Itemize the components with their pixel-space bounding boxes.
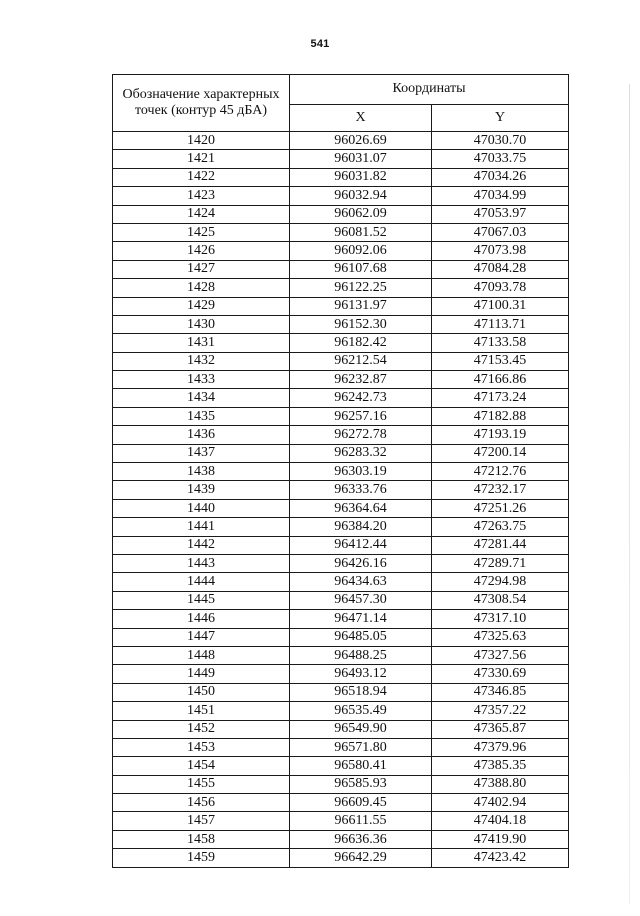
x-coordinate-cell: 96032.94 <box>290 187 432 205</box>
y-coordinate-cell: 47053.97 <box>432 205 569 223</box>
table-row <box>113 849 569 867</box>
table-row <box>113 720 569 738</box>
table-row <box>113 499 569 517</box>
point-id-cell: 1429 <box>113 297 290 315</box>
point-id-cell: 1435 <box>113 407 290 425</box>
y-coordinate-cell: 47166.86 <box>432 371 569 389</box>
table-row <box>113 389 569 407</box>
y-coordinate-cell: 47232.17 <box>432 481 569 499</box>
y-coordinate-cell: 47084.28 <box>432 260 569 278</box>
point-id-cell: 1457 <box>113 812 290 830</box>
y-coordinate-cell: 47093.78 <box>432 279 569 297</box>
x-coordinate-cell: 96283.32 <box>290 444 432 462</box>
y-coordinate-cell: 47073.98 <box>432 242 569 260</box>
table-row <box>113 279 569 297</box>
x-coordinate-cell: 96609.45 <box>290 794 432 812</box>
y-coordinate-cell: 47212.76 <box>432 463 569 481</box>
point-id-cell: 1458 <box>113 830 290 848</box>
point-id-cell: 1450 <box>113 683 290 701</box>
point-id-cell: 1422 <box>113 168 290 186</box>
table-row <box>113 757 569 775</box>
x-coordinate-cell: 96242.73 <box>290 389 432 407</box>
table-row <box>113 794 569 812</box>
point-id-cell: 1453 <box>113 738 290 756</box>
table-row <box>113 628 569 646</box>
table-row <box>113 830 569 848</box>
table-row <box>113 150 569 168</box>
page-number: 541 <box>310 38 330 50</box>
x-coordinate-cell: 96642.29 <box>290 849 432 867</box>
table-header <box>113 75 569 132</box>
point-id-cell: 1420 <box>113 132 290 150</box>
table-row <box>113 591 569 609</box>
y-coordinate-cell: 47133.58 <box>432 334 569 352</box>
table-body <box>113 132 569 868</box>
x-coordinate-cell: 96493.12 <box>290 665 432 683</box>
x-coordinate-cell: 96272.78 <box>290 426 432 444</box>
y-coordinate-cell: 47388.80 <box>432 775 569 793</box>
x-coordinate-cell: 96471.14 <box>290 610 432 628</box>
point-id-cell: 1433 <box>113 371 290 389</box>
coordinates-header: Координаты <box>290 75 569 105</box>
x-coordinate-cell: 96636.36 <box>290 830 432 848</box>
y-coordinate-cell: 47034.26 <box>432 168 569 186</box>
x-coordinate-cell: 96333.76 <box>290 481 432 499</box>
x-coordinate-cell: 96152.30 <box>290 315 432 333</box>
point-id-cell: 1434 <box>113 389 290 407</box>
point-id-cell: 1436 <box>113 426 290 444</box>
table-row <box>113 297 569 315</box>
table-row <box>113 444 569 462</box>
y-coordinate-cell: 47067.03 <box>432 223 569 241</box>
point-id-cell: 1442 <box>113 536 290 554</box>
y-coordinate-cell: 47379.96 <box>432 738 569 756</box>
x-coordinate-cell: 96232.87 <box>290 371 432 389</box>
y-coordinate-cell: 47289.71 <box>432 554 569 572</box>
point-id-cell: 1459 <box>113 849 290 867</box>
x-coordinate-cell: 96585.93 <box>290 775 432 793</box>
x-coordinate-cell: 96031.82 <box>290 168 432 186</box>
table-row <box>113 702 569 720</box>
x-coordinate-cell: 96457.30 <box>290 591 432 609</box>
point-id-cell: 1431 <box>113 334 290 352</box>
x-coordinate-cell: 96257.16 <box>290 407 432 425</box>
point-id-cell: 1454 <box>113 757 290 775</box>
table-row <box>113 481 569 499</box>
point-id-cell: 1424 <box>113 205 290 223</box>
point-id-cell: 1426 <box>113 242 290 260</box>
x-coordinate-cell: 96182.42 <box>290 334 432 352</box>
table-row <box>113 665 569 683</box>
point-id-cell: 1456 <box>113 794 290 812</box>
y-coordinate-cell: 47281.44 <box>432 536 569 554</box>
x-column-header: X <box>290 104 432 131</box>
x-coordinate-cell: 96303.19 <box>290 463 432 481</box>
table-row <box>113 242 569 260</box>
table-row <box>113 463 569 481</box>
x-coordinate-cell: 96549.90 <box>290 720 432 738</box>
point-id-cell: 1455 <box>113 775 290 793</box>
x-coordinate-cell: 96580.41 <box>290 757 432 775</box>
y-coordinate-cell: 47423.42 <box>432 849 569 867</box>
table-row <box>113 168 569 186</box>
point-id-cell: 1441 <box>113 518 290 536</box>
y-coordinate-cell: 47251.26 <box>432 499 569 517</box>
table-row <box>113 334 569 352</box>
point-id-cell: 1443 <box>113 554 290 572</box>
point-id-cell: 1448 <box>113 646 290 664</box>
x-coordinate-cell: 96092.06 <box>290 242 432 260</box>
y-coordinate-cell: 47294.98 <box>432 573 569 591</box>
table-row <box>113 646 569 664</box>
y-coordinate-cell: 47330.69 <box>432 665 569 683</box>
x-coordinate-cell: 96488.25 <box>290 646 432 664</box>
x-coordinate-cell: 96426.16 <box>290 554 432 572</box>
point-id-cell: 1423 <box>113 187 290 205</box>
table-row <box>113 775 569 793</box>
y-coordinate-cell: 47402.94 <box>432 794 569 812</box>
table-row <box>113 518 569 536</box>
y-coordinate-cell: 47404.18 <box>432 812 569 830</box>
y-coordinate-cell: 47385.35 <box>432 757 569 775</box>
point-id-cell: 1428 <box>113 279 290 297</box>
table-row <box>113 426 569 444</box>
table-row <box>113 371 569 389</box>
point-id-cell: 1451 <box>113 702 290 720</box>
point-id-cell: 1452 <box>113 720 290 738</box>
table-row <box>113 260 569 278</box>
point-id-cell: 1432 <box>113 352 290 370</box>
x-coordinate-cell: 96212.54 <box>290 352 432 370</box>
y-coordinate-cell: 47200.14 <box>432 444 569 462</box>
y-coordinate-cell: 47100.31 <box>432 297 569 315</box>
x-coordinate-cell: 96364.64 <box>290 499 432 517</box>
table-row <box>113 536 569 554</box>
table-row <box>113 132 569 150</box>
point-id-cell: 1421 <box>113 150 290 168</box>
table-row <box>113 812 569 830</box>
y-coordinate-cell: 47357.22 <box>432 702 569 720</box>
point-id-cell: 1425 <box>113 223 290 241</box>
y-coordinate-cell: 47419.90 <box>432 830 569 848</box>
table-row <box>113 223 569 241</box>
coordinates-table <box>112 74 569 868</box>
point-id-cell: 1447 <box>113 628 290 646</box>
x-coordinate-cell: 96571.80 <box>290 738 432 756</box>
x-coordinate-cell: 96107.68 <box>290 260 432 278</box>
x-coordinate-cell: 96131.97 <box>290 297 432 315</box>
x-coordinate-cell: 96485.05 <box>290 628 432 646</box>
x-coordinate-cell: 96122.25 <box>290 279 432 297</box>
x-coordinate-cell: 96412.44 <box>290 536 432 554</box>
x-coordinate-cell: 96081.52 <box>290 223 432 241</box>
y-coordinate-cell: 47365.87 <box>432 720 569 738</box>
y-coordinate-cell: 47308.54 <box>432 591 569 609</box>
x-coordinate-cell: 96384.20 <box>290 518 432 536</box>
y-coordinate-cell: 47193.19 <box>432 426 569 444</box>
table-row <box>113 610 569 628</box>
point-id-cell: 1446 <box>113 610 290 628</box>
x-coordinate-cell: 96031.07 <box>290 150 432 168</box>
x-coordinate-cell: 96611.55 <box>290 812 432 830</box>
y-coordinate-cell: 47182.88 <box>432 407 569 425</box>
y-coordinate-cell: 47033.75 <box>432 150 569 168</box>
table-row <box>113 738 569 756</box>
point-id-cell: 1438 <box>113 463 290 481</box>
table-row <box>113 352 569 370</box>
point-id-cell: 1430 <box>113 315 290 333</box>
y-coordinate-cell: 47153.45 <box>432 352 569 370</box>
point-id-cell: 1437 <box>113 444 290 462</box>
x-coordinate-cell: 96535.49 <box>290 702 432 720</box>
y-column-header: Y <box>432 104 569 131</box>
y-coordinate-cell: 47113.71 <box>432 315 569 333</box>
x-coordinate-cell: 96026.69 <box>290 132 432 150</box>
y-coordinate-cell: 47346.85 <box>432 683 569 701</box>
scan-edge-shadow <box>629 84 630 904</box>
x-coordinate-cell: 96518.94 <box>290 683 432 701</box>
y-coordinate-cell: 47034.99 <box>432 187 569 205</box>
table-row <box>113 205 569 223</box>
table-row <box>113 554 569 572</box>
x-coordinate-cell: 96062.09 <box>290 205 432 223</box>
table-row <box>113 683 569 701</box>
point-id-cell: 1444 <box>113 573 290 591</box>
point-label-header: Обозначение характерных точек (контур 45 дБА) <box>113 75 290 132</box>
y-coordinate-cell: 47327.56 <box>432 646 569 664</box>
point-id-cell: 1449 <box>113 665 290 683</box>
point-id-cell: 1445 <box>113 591 290 609</box>
table-row <box>113 187 569 205</box>
x-coordinate-cell: 96434.63 <box>290 573 432 591</box>
y-coordinate-cell: 47325.63 <box>432 628 569 646</box>
y-coordinate-cell: 47317.10 <box>432 610 569 628</box>
y-coordinate-cell: 47263.75 <box>432 518 569 536</box>
table-row <box>113 407 569 425</box>
point-id-cell: 1440 <box>113 499 290 517</box>
point-id-cell: 1427 <box>113 260 290 278</box>
y-coordinate-cell: 47030.70 <box>432 132 569 150</box>
table-row <box>113 573 569 591</box>
table-row <box>113 315 569 333</box>
point-id-cell: 1439 <box>113 481 290 499</box>
y-coordinate-cell: 47173.24 <box>432 389 569 407</box>
